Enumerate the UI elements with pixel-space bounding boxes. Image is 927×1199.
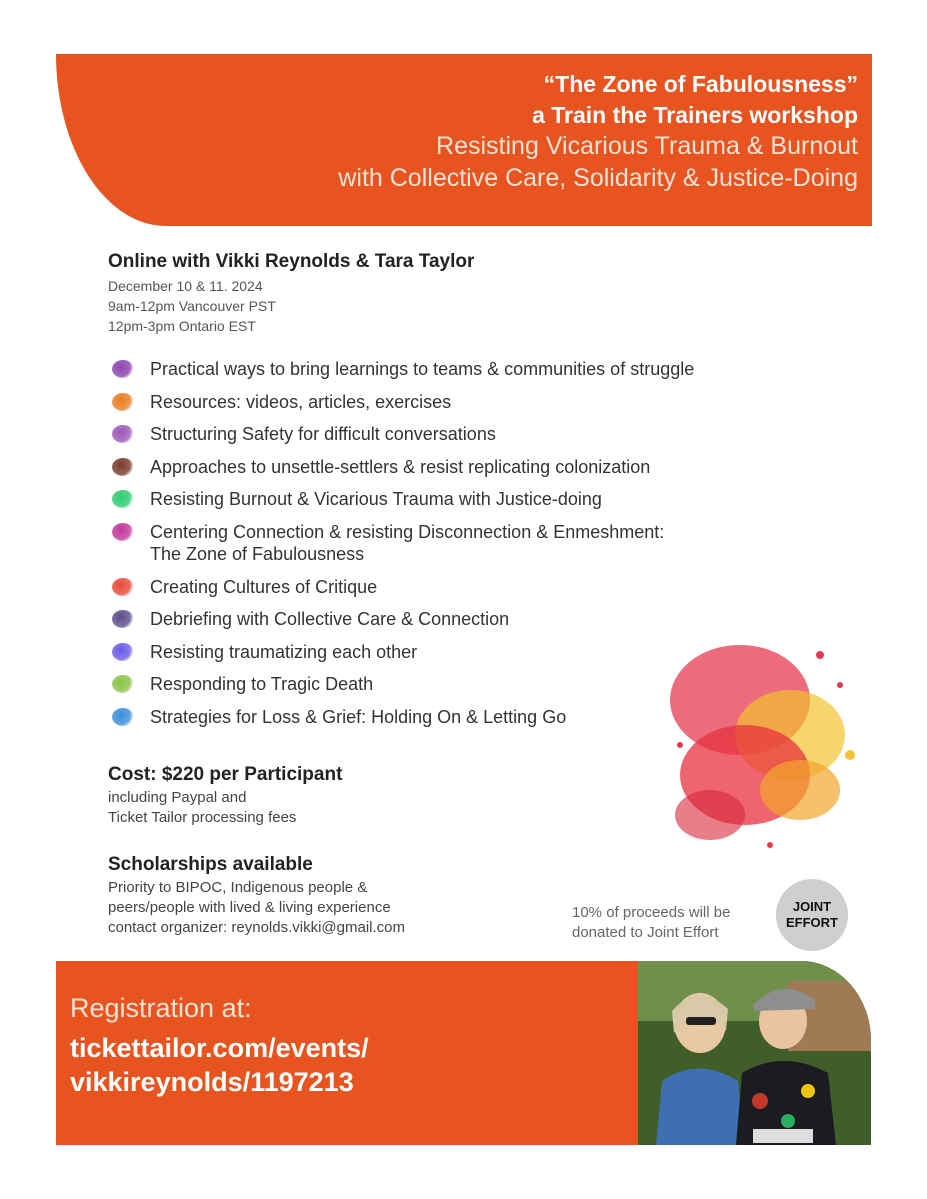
paint-splash-icon [112, 360, 134, 378]
paint-splash-icon [112, 425, 134, 443]
cost-section [108, 762, 342, 828]
topic-item [112, 456, 792, 478]
topic-label: Creating Cultures of Critique [150, 576, 378, 597]
header-text [338, 68, 858, 194]
registration-url-line-1[interactable]: tickettailor.com/events/ [70, 1033, 369, 1063]
paint-splash-icon [112, 578, 134, 596]
topic-label: Approaches to unsettle-settlers & resist replicating colonization [150, 456, 651, 477]
topic-label: Resisting traumatizing each other [150, 641, 418, 662]
session-date: December 10 & 11. 2024 [108, 278, 263, 294]
topic-label: Strategies for Loss & Grief: Holding On & Letting Go [150, 706, 567, 727]
topic-item [112, 521, 792, 565]
topic-item [112, 358, 792, 380]
topic-label: Centering Connection & resisting Disconnection & Enmeshment: The Zone of Fabulousness [150, 521, 665, 564]
paint-splash-icon [112, 610, 134, 628]
registration-label: Registration at: [70, 993, 252, 1023]
topic-label: Debriefing with Collective Care & Connection [150, 609, 510, 630]
topic-label: Resources: videos, articles, exercises [150, 391, 452, 412]
svg-text:EFFORT: EFFORT [786, 915, 838, 930]
topic-item [112, 488, 792, 510]
paint-splash-icon [112, 523, 134, 541]
paint-splash-icon [112, 458, 134, 476]
paint-splash-icon [112, 643, 134, 661]
donation-line-1: 10% of proceeds will be [572, 904, 731, 921]
cost-line-2: Ticket Tailor processing fees [108, 809, 297, 826]
scholarships-line-1: Priority to BIPOC, Indigenous people & [108, 879, 368, 896]
cost-line-1: including Paypal and [108, 789, 247, 806]
scholarships-section [108, 852, 405, 938]
paint-splash-icon [112, 490, 134, 508]
joint-effort-logo [776, 879, 848, 951]
scholarships-contact[interactable]: contact organizer: reynolds.vikki@gmail.com [108, 919, 406, 936]
cost-heading: Cost: $220 per Participant [108, 764, 343, 785]
event-tagline-2: with Collective Care, Solidarity & Justice-Doing [338, 164, 858, 192]
donation-note [572, 903, 730, 943]
scholarships-line-2: peers/people with lived & living experience [108, 899, 391, 916]
paint-splash-icon [112, 708, 134, 726]
facilitators-photo [638, 961, 871, 1145]
topic-item [112, 391, 792, 413]
donation-line-2: donated to Joint Effort [572, 924, 719, 941]
topic-label: Structuring Safety for difficult conversations [150, 424, 496, 445]
svg-text:JOINT: JOINT [792, 899, 832, 914]
header-banner [56, 54, 872, 226]
topic-label: Resisting Burnout & Vicarious Trauma with Justice-doing [150, 489, 602, 510]
session-info [108, 248, 474, 336]
paint-splash-icon [112, 393, 134, 411]
event-subtitle: a Train the Trainers workshop [532, 102, 858, 128]
topic-item [112, 423, 792, 445]
session-time-est: 12pm-3pm Ontario EST [108, 318, 256, 334]
topic-item [112, 576, 792, 598]
session-time-pst: 9am-12pm Vancouver PST [108, 298, 276, 314]
registration-band [56, 961, 638, 1145]
event-title: “The Zone of Fabulousness” [543, 71, 858, 97]
topic-label: Responding to Tragic Death [150, 674, 374, 695]
session-heading: Online with Vikki Reynolds & Tara Taylor [108, 251, 475, 272]
paint-splash-icon [112, 675, 134, 693]
event-tagline-1: Resisting Vicarious Trauma & Burnout [436, 132, 858, 160]
watercolor-splash [650, 625, 870, 865]
registration-url-line-2[interactable]: vikkireynolds/1197213 [70, 1067, 354, 1097]
topic-label: Practical ways to bring learnings to teams & communities of struggle [150, 359, 695, 379]
scholarships-heading: Scholarships available [108, 854, 313, 875]
